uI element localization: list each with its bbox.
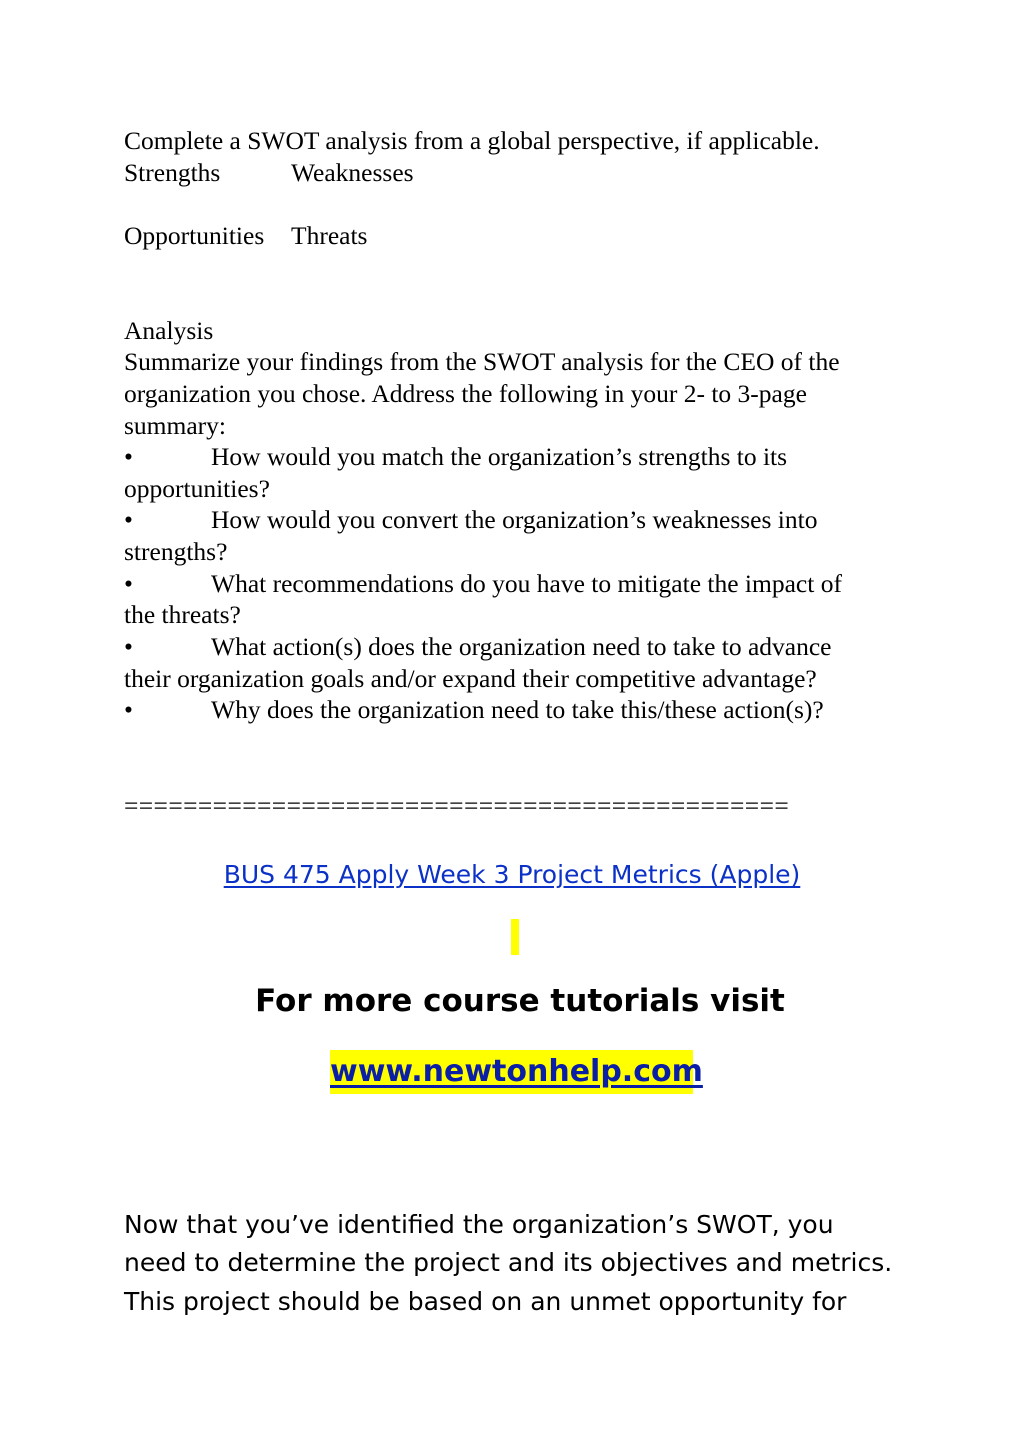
analysis-heading: Analysis — [124, 316, 214, 345]
bullet-marker: • — [124, 695, 133, 724]
bullet-marker: • — [124, 505, 133, 534]
body-paragraph-line: Now that you’ve identified the organization’s SWOT, you — [124, 1210, 834, 1239]
website-link-highlight — [330, 1050, 703, 1094]
promo-title: For more course tutorials visit — [255, 983, 785, 1019]
bullet-marker: • — [124, 442, 133, 471]
bullet-item-continuation: strengths? — [124, 537, 228, 566]
summary-line: Summarize your findings from the SWOT analysis for the CEO of the — [124, 347, 840, 376]
bullet-item-text: What action(s) does the organization need to take to advance — [211, 632, 832, 661]
course-link[interactable]: BUS 475 Apply Week 3 Project Metrics (Apple) — [223, 860, 801, 889]
strengths-label: Strengths — [124, 158, 221, 187]
course-link-row — [0, 860, 1024, 889]
bullet-item-text: What recommendations do you have to mitigate the impact of — [211, 569, 842, 598]
bullet-item-continuation: their organization goals and/or expand their competitive advantage? — [124, 664, 817, 693]
body-paragraph-line: need to determine the project and its objectives and metrics. — [124, 1248, 893, 1277]
bullet-item-continuation: opportunities? — [124, 474, 270, 503]
swot-instruction: Complete a SWOT analysis from a global perspective, if applicable. — [124, 126, 820, 155]
summary-line: summary: — [124, 411, 226, 440]
separator-line: ============================================= — [124, 791, 790, 820]
body-paragraph-line: This project should be based on an unmet opportunity for — [124, 1287, 847, 1316]
bullet-item-continuation: the threats? — [124, 600, 241, 629]
highlight-mark — [511, 919, 519, 955]
threats-label: Threats — [291, 221, 368, 250]
summary-line: organization you chose. Address the following in your 2- to 3-page — [124, 379, 807, 408]
weaknesses-label: Weaknesses — [291, 158, 414, 187]
bullet-item-text: How would you convert the organization’s weaknesses into — [211, 505, 818, 534]
bullet-marker: • — [124, 569, 133, 598]
bullet-item-text: How would you match the organization’s strengths to its — [211, 442, 788, 471]
bullet-marker: • — [124, 632, 133, 661]
opportunities-label: Opportunities — [124, 221, 265, 250]
website-link[interactable]: www.newtonhelp.com — [330, 1054, 703, 1089]
bullet-item-text: Why does the organization need to take this/these action(s)? — [211, 695, 824, 724]
